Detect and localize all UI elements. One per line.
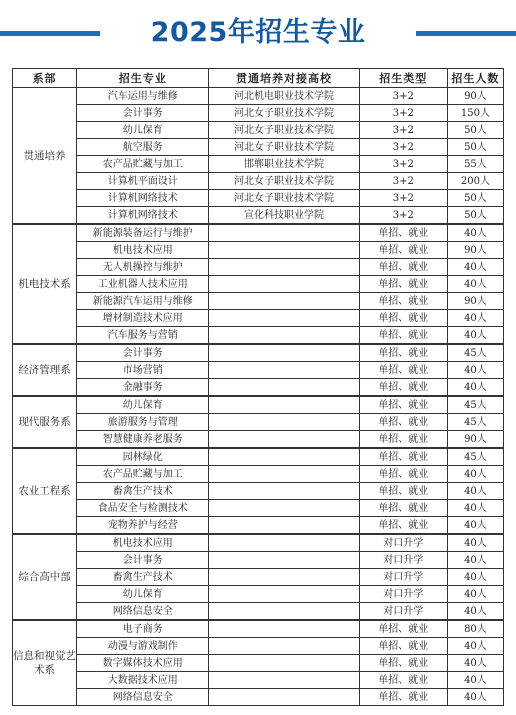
enrollment-type-cell: 3+2 — [359, 190, 447, 207]
enrollment-type-cell: 单招、就业 — [359, 466, 447, 483]
major-cell: 计算机平面设计 — [77, 173, 209, 190]
partner-college-cell: 河北女子职业技术学院 — [209, 105, 359, 122]
partner-college-cell — [209, 293, 359, 310]
enrollment-type-cell: 对口升学 — [359, 586, 447, 603]
table-row — [13, 500, 504, 517]
enrollment-type-cell: 单招、就业 — [359, 293, 447, 310]
table-row — [13, 466, 504, 483]
enrollment-type-cell: 单招、就业 — [359, 483, 447, 500]
table-row — [13, 327, 504, 345]
table-row — [13, 173, 504, 190]
enrollment-count-cell: 40人 — [447, 603, 503, 621]
major-cell: 市场营销 — [77, 362, 209, 379]
header-department: 系部 — [13, 69, 77, 88]
enrollment-type-cell: 3+2 — [359, 173, 447, 190]
partner-college-cell — [209, 448, 359, 466]
enrollment-count-cell: 40人 — [447, 672, 503, 689]
major-cell: 新能源汽车运用与维修 — [77, 293, 209, 310]
header-major: 招生专业 — [77, 69, 209, 88]
major-cell: 农产品贮藏与加工 — [77, 466, 209, 483]
partner-college-cell: 河北女子职业技术学院 — [209, 122, 359, 139]
enrollment-type-cell: 3+2 — [359, 156, 447, 173]
department-cell: 信息和视觉艺术系 — [13, 620, 77, 706]
enrollment-type-cell: 单招、就业 — [359, 414, 447, 431]
major-cell: 会计事务 — [77, 552, 209, 569]
enrollment-count-cell: 50人 — [447, 122, 503, 139]
partner-college-cell — [209, 638, 359, 655]
major-cell: 计算机网络技术 — [77, 207, 209, 225]
enrollment-count-cell: 40人 — [447, 259, 503, 276]
partner-college-cell: 河北女子职业技术学院 — [209, 173, 359, 190]
enrollment-type-cell: 3+2 — [359, 88, 447, 105]
partner-college-cell — [209, 327, 359, 345]
table-row — [13, 105, 504, 122]
enrollment-type-cell: 对口升学 — [359, 603, 447, 621]
partner-college-cell — [209, 362, 359, 379]
major-cell: 新能源装备运行与维护 — [77, 224, 209, 242]
table-row — [13, 638, 504, 655]
department-cell: 农业工程系 — [13, 448, 77, 534]
enrollment-count-cell: 40人 — [447, 569, 503, 586]
enrollment-type-cell: 单招、就业 — [359, 259, 447, 276]
major-cell: 网络信息安全 — [77, 689, 209, 706]
major-cell: 无人机操控与维护 — [77, 259, 209, 276]
table-row — [13, 534, 504, 552]
major-cell: 航空服务 — [77, 139, 209, 156]
enrollment-type-cell: 单招、就业 — [359, 224, 447, 242]
enrollment-type-cell: 单招、就业 — [359, 276, 447, 293]
enrollment-type-cell: 单招、就业 — [359, 689, 447, 706]
major-cell: 计算机网络技术 — [77, 190, 209, 207]
major-cell: 智慧健康养老服务 — [77, 431, 209, 449]
enrollment-type-cell: 3+2 — [359, 207, 447, 225]
partner-college-cell — [209, 569, 359, 586]
enrollment-type-cell: 单招、就业 — [359, 362, 447, 379]
department-cell: 贯通培养 — [13, 88, 77, 225]
enrollment-count-cell: 45人 — [447, 414, 503, 431]
table-body — [13, 88, 504, 706]
major-cell: 幼儿保育 — [77, 122, 209, 139]
major-cell: 园林绿化 — [77, 448, 209, 466]
major-cell: 畜禽生产技术 — [77, 569, 209, 586]
major-cell: 大数据技术应用 — [77, 672, 209, 689]
partner-college-cell — [209, 224, 359, 242]
partner-college-cell — [209, 431, 359, 449]
table-row — [13, 431, 504, 449]
enrollment-count-cell: 40人 — [447, 276, 503, 293]
partner-college-cell: 邯郸职业技术学院 — [209, 156, 359, 173]
enrollment-count-cell: 40人 — [447, 689, 503, 706]
major-cell: 幼儿保育 — [77, 396, 209, 414]
enrollment-count-cell: 40人 — [447, 638, 503, 655]
enrollment-count-cell: 40人 — [447, 517, 503, 535]
enrollment-count-cell: 50人 — [447, 207, 503, 225]
table-row — [13, 156, 504, 173]
enrollment-type-cell: 单招、就业 — [359, 431, 447, 449]
table-row — [13, 139, 504, 156]
major-cell: 会计事务 — [77, 105, 209, 122]
table-row — [13, 483, 504, 500]
partner-college-cell — [209, 310, 359, 327]
partner-college-cell — [209, 517, 359, 535]
enrollment-type-cell: 单招、就业 — [359, 344, 447, 362]
enrollment-count-cell: 40人 — [447, 224, 503, 242]
enrollment-count-cell: 80人 — [447, 620, 503, 638]
enrollment-count-cell: 40人 — [447, 534, 503, 552]
table-row — [13, 207, 504, 225]
enrollment-type-cell: 单招、就业 — [359, 242, 447, 259]
table-header-row — [13, 69, 504, 88]
major-cell: 会计事务 — [77, 344, 209, 362]
partner-college-cell — [209, 586, 359, 603]
partner-college-cell — [209, 689, 359, 706]
major-cell: 宠物养护与经营 — [77, 517, 209, 535]
major-cell: 网络信息安全 — [77, 603, 209, 621]
partner-college-cell: 河北机电职业技术学院 — [209, 88, 359, 105]
major-cell: 工业机器人技术应用 — [77, 276, 209, 293]
major-cell: 电子商务 — [77, 620, 209, 638]
header-partner-college: 贯通培养对接高校 — [209, 69, 359, 88]
department-cell: 经济管理系 — [13, 344, 77, 396]
enrollment-type-cell: 对口升学 — [359, 569, 447, 586]
major-cell: 旅游服务与管理 — [77, 414, 209, 431]
table-row — [13, 88, 504, 105]
partner-college-cell — [209, 620, 359, 638]
table-row — [13, 379, 504, 397]
header-stripe-right — [416, 31, 516, 36]
enrollment-count-cell: 150人 — [447, 105, 503, 122]
partner-college-cell — [209, 534, 359, 552]
enrollment-count-cell: 90人 — [447, 293, 503, 310]
table-row — [13, 552, 504, 569]
enrollment-count-cell: 40人 — [447, 362, 503, 379]
major-cell: 汽车运用与维修 — [77, 88, 209, 105]
enrollment-count-cell: 40人 — [447, 586, 503, 603]
table-row — [13, 259, 504, 276]
enrollment-count-cell: 45人 — [447, 344, 503, 362]
partner-college-cell — [209, 483, 359, 500]
table-row — [13, 190, 504, 207]
department-cell: 现代服务系 — [13, 396, 77, 448]
table-row — [13, 586, 504, 603]
major-cell: 机电技术应用 — [77, 242, 209, 259]
enrollment-type-cell: 3+2 — [359, 122, 447, 139]
enrollment-count-cell: 40人 — [447, 310, 503, 327]
table-row — [13, 603, 504, 621]
table-row — [13, 293, 504, 310]
partner-college-cell — [209, 500, 359, 517]
header-enrollment-count: 招生人数 — [447, 69, 503, 88]
enrollment-count-cell: 40人 — [447, 466, 503, 483]
major-cell: 动漫与游戏制作 — [77, 638, 209, 655]
partner-college-cell — [209, 655, 359, 672]
enrollment-count-cell: 40人 — [447, 655, 503, 672]
enrollment-count-cell: 90人 — [447, 431, 503, 449]
major-cell: 食品安全与检测技术 — [77, 500, 209, 517]
partner-college-cell — [209, 672, 359, 689]
enrollment-count-cell: 50人 — [447, 139, 503, 156]
table-row — [13, 414, 504, 431]
department-cell: 机电技术系 — [13, 224, 77, 344]
enrollment-count-cell: 90人 — [447, 242, 503, 259]
table-row — [13, 122, 504, 139]
major-cell: 汽车服务与营销 — [77, 327, 209, 345]
partner-college-cell — [209, 466, 359, 483]
table-row — [13, 310, 504, 327]
partner-college-cell — [209, 396, 359, 414]
enrollment-type-cell: 单招、就业 — [359, 620, 447, 638]
partner-college-cell: 宣化科技职业学院 — [209, 207, 359, 225]
table-row — [13, 517, 504, 535]
partner-college-cell — [209, 242, 359, 259]
table-row — [13, 672, 504, 689]
enrollment-type-cell: 单招、就业 — [359, 448, 447, 466]
enrollment-table — [12, 68, 504, 706]
enrollment-type-cell: 单招、就业 — [359, 655, 447, 672]
table-row — [13, 655, 504, 672]
partner-college-cell: 河北女子职业技术学院 — [209, 139, 359, 156]
enrollment-count-cell: 40人 — [447, 500, 503, 517]
enrollment-count-cell: 90人 — [447, 88, 503, 105]
major-cell: 数字媒体技术应用 — [77, 655, 209, 672]
table-row — [13, 242, 504, 259]
enrollment-type-cell: 对口升学 — [359, 552, 447, 569]
table-row — [13, 396, 504, 414]
enrollment-type-cell: 单招、就业 — [359, 379, 447, 397]
table-row — [13, 362, 504, 379]
partner-college-cell — [209, 276, 359, 293]
enrollment-type-cell: 单招、就业 — [359, 327, 447, 345]
partner-college-cell — [209, 379, 359, 397]
enrollment-type-cell: 单招、就业 — [359, 638, 447, 655]
enrollment-type-cell: 单招、就业 — [359, 517, 447, 535]
enrollment-count-cell: 55人 — [447, 156, 503, 173]
enrollment-type-cell: 3+2 — [359, 105, 447, 122]
enrollment-count-cell: 50人 — [447, 190, 503, 207]
enrollment-count-cell: 40人 — [447, 379, 503, 397]
table-row — [13, 689, 504, 706]
partner-college-cell — [209, 414, 359, 431]
enrollment-count-cell: 45人 — [447, 448, 503, 466]
partner-college-cell — [209, 603, 359, 621]
partner-college-cell — [209, 344, 359, 362]
enrollment-type-cell: 单招、就业 — [359, 310, 447, 327]
enrollment-type-cell: 单招、就业 — [359, 672, 447, 689]
enrollment-count-cell: 40人 — [447, 552, 503, 569]
table-row — [13, 448, 504, 466]
partner-college-cell — [209, 259, 359, 276]
header-enrollment-type: 招生类型 — [359, 69, 447, 88]
enrollment-count-cell: 40人 — [447, 327, 503, 345]
page-header — [0, 0, 516, 68]
enrollment-count-cell: 45人 — [447, 396, 503, 414]
enrollment-count-cell: 200人 — [447, 173, 503, 190]
partner-college-cell — [209, 552, 359, 569]
major-cell: 机电技术应用 — [77, 534, 209, 552]
major-cell: 增材制造技术应用 — [77, 310, 209, 327]
enrollment-type-cell: 3+2 — [359, 139, 447, 156]
page-title: 2025年招生专业 — [150, 17, 366, 48]
table-row — [13, 569, 504, 586]
partner-college-cell: 河北女子职业技术学院 — [209, 190, 359, 207]
table-row — [13, 224, 504, 242]
enrollment-type-cell: 单招、就业 — [359, 500, 447, 517]
major-cell: 金融事务 — [77, 379, 209, 397]
table-row — [13, 620, 504, 638]
major-cell: 幼儿保育 — [77, 586, 209, 603]
enrollment-type-cell: 单招、就业 — [359, 396, 447, 414]
major-cell: 农产品贮藏与加工 — [77, 156, 209, 173]
major-cell: 畜禽生产技术 — [77, 483, 209, 500]
department-cell: 综合高中部 — [13, 534, 77, 620]
table-row — [13, 276, 504, 293]
enrollment-count-cell: 40人 — [447, 483, 503, 500]
table-row — [13, 344, 504, 362]
enrollment-type-cell: 对口升学 — [359, 534, 447, 552]
